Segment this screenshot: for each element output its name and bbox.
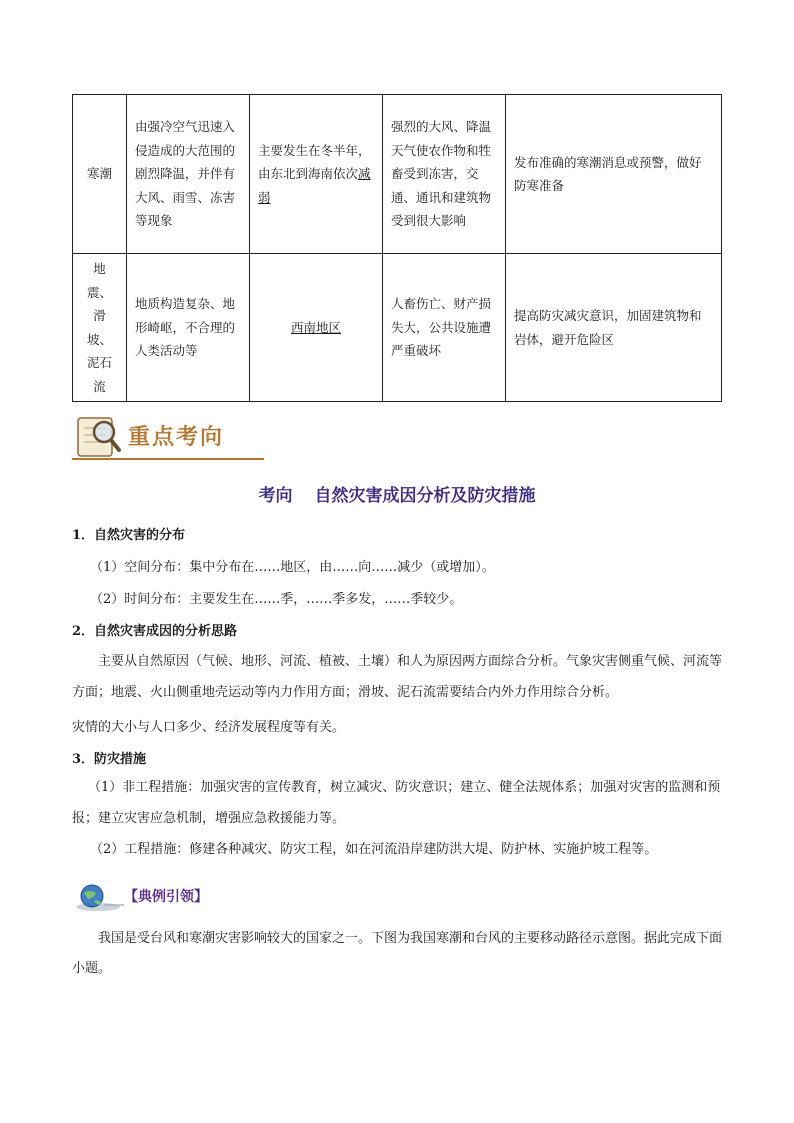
globe-icon (74, 883, 126, 913)
section-heading-distribution: 1．自然灾害的分布 (72, 528, 186, 543)
banner-underline (72, 458, 264, 460)
causes-paragraph: 主要从自然原因（气候、地形、河流、植被、土壤）和人为原因两方面综合分析。气象灾害侧重气候、河流等方面；地震、火山侧重地壳运动等内力作用方面；滑坡、泥石流需要结合内外力作用综合分析。 (72, 654, 723, 700)
measures-cell: 发布准确的寒潮消息或预警，做好防寒准备 (506, 95, 722, 254)
section-banner-title: 重点考向 (128, 424, 225, 450)
example-paragraph: 我国是受台风和寒潮灾害影响较大的国家之一。下图为我国寒潮和台风的主要移动路径示意图。据此完成下面小题。 (72, 931, 723, 976)
causes-paragraph-2: 灾情的大小与人口多少、经济发展程度等有关。 (72, 720, 346, 735)
section-heading-causes: 2．自然灾害成因的分析思路 (72, 624, 238, 639)
example-label: 【典例引领】 (124, 889, 208, 905)
table-row (73, 95, 722, 254)
distribution-underlined: 西南地区 (290, 319, 341, 335)
disaster-table (72, 94, 722, 402)
impact-cell: 人畜伤亡、财产损失大，公共设施遭严重破坏 (383, 254, 506, 402)
cause-cell: 地质构造复杂、地形崎岖，不合理的人类活动等 (127, 254, 250, 402)
distribution-cell (250, 95, 383, 254)
distribution-underlined: 减弱 (258, 166, 371, 205)
title-prefix: 考向 (258, 486, 293, 506)
distribution-text: 主要发生在冬半年，由东北到海南依次 (258, 142, 371, 182)
impact-cell: 强烈的大风、降温天气使农作物和牲畜受到冻害，交通、通讯和建筑物受到很大影响 (383, 95, 506, 254)
distribution-cell (250, 254, 383, 402)
section-heading-measures: 3．防灾措施 (72, 752, 147, 767)
measures-cell: 提高防灾减灾意识，加固建筑物和岩体，避开危险区 (506, 254, 722, 402)
title-text: 自然灾害成因分析及防灾措施 (314, 486, 536, 506)
distribution-time-item: （2）时间分布：主要发生在……季，……季多发，……季较少。 (90, 592, 463, 607)
distribution-space-item: （1）空间分布：集中分布在……地区，由……向……减少（或增加）。 (90, 560, 495, 575)
page-title (0, 481, 794, 506)
cause-cell: 由强冷空气迅速入侵造成的大范围的剧烈降温，并伴有大风、雨雪、冻害等现象 (127, 95, 250, 254)
measures-nonengineering-item: （1）非工程措施：加强灾害的宣传教育，树立减灾、防灾意识；建立、健全法规体系；加强对灾害的监测和预报；建立灾害应急机制，增强应急救援能力等。 (72, 780, 721, 826)
disaster-name-cell: 地震、滑坡、泥石流 (73, 254, 127, 402)
table-row (73, 254, 722, 402)
disaster-name-cell: 寒潮 (73, 95, 127, 254)
measures-engineering-item: （2）工程措施：修建各种减灾、防灾工程，如在河流沿岸建防洪大堤、防护林、实施护坡工程等。 (90, 842, 658, 857)
